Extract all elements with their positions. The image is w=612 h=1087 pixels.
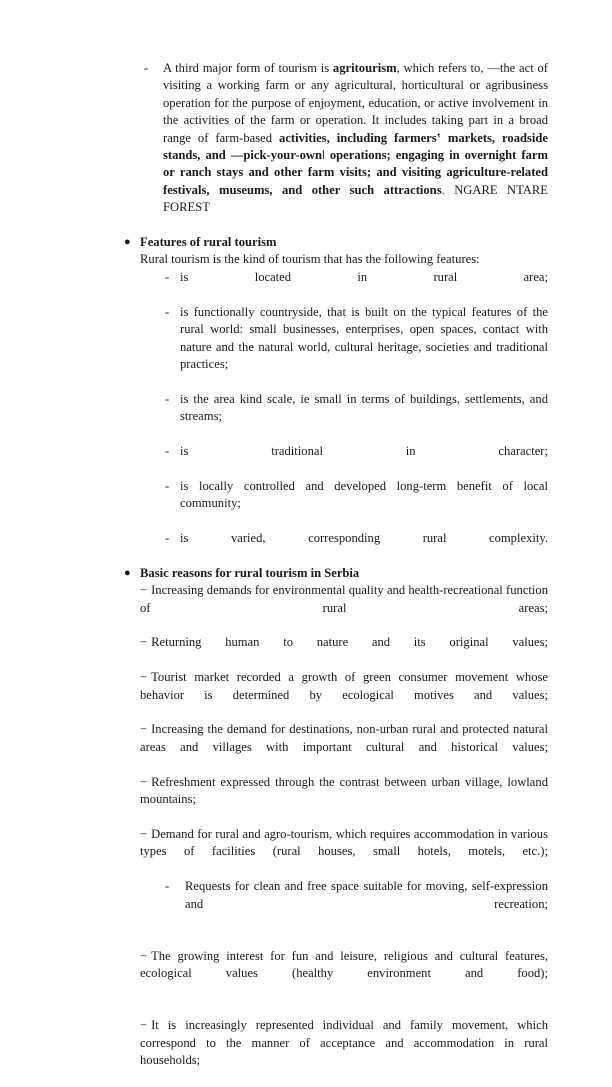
reason-item-label: Demand for rural and agro-tourism, which requires accommodation in various types of facilities (rural houses, small hotels, motels, etc.); — [140, 826, 548, 859]
list-item-label: is locally controlled and developed long-term benefit of local community; — [180, 478, 548, 511]
agritourism-text-part2: , which refers to, ―the act of visiting a working farm or any agricultural, horticultural or agribusiness operation for the purpose of enjoyment, education, or active involvement in the activities of the farm or operation. It includes taking part in a broad range of farm-based — [163, 61, 548, 145]
list-item-label: is varied, corresponding rural complexity. — [180, 530, 548, 545]
dash-marker: - — [165, 478, 170, 493]
heading-features-of-rural-tourism — [124, 234, 548, 251]
reason-item — [140, 1017, 548, 1087]
bullet-icon: ● — [124, 566, 131, 579]
reason-item — [140, 721, 548, 773]
paragraph-spacer — [0, 930, 612, 947]
endash-marker: − — [140, 635, 148, 650]
list-item-label: is the area kind scale, ie small in terms of buildings, settlements, and streams; — [180, 391, 548, 424]
list-item — [165, 304, 548, 391]
heading-basic-reasons — [124, 565, 548, 582]
heading-label: Features of rural tourism — [140, 235, 277, 250]
reason-item — [140, 582, 548, 634]
reason-item-label: Increasing the demand for destinations, non-urban rural and protected natural areas and villages with important cultural and historical values; — [140, 722, 548, 754]
list-item-requests — [165, 878, 548, 930]
reason-item-label: The growing interest for fun and leisure, religious and cultural features, ecological values (healthy environment and food); — [140, 948, 548, 981]
dash-marker: - — [165, 443, 170, 458]
endash-marker: − — [140, 670, 148, 685]
agritourism-bold-passage: activities, including farmers‛ markets, roadside stands, and ―pick-your-ownǀ operations; engaging in overnight farm or ranch stays and other farm visits; and visiting agriculture-related festivals, museums, and other such attractions — [163, 130, 549, 197]
endash-marker: − — [140, 948, 148, 963]
paragraph-spacer — [0, 1000, 612, 1017]
dash-marker: - — [165, 304, 170, 319]
list-item-label: is functionally countryside, that is built on the typical features of the rural world: small businesses, enterprises, open spaces, contact with nature and the natural world, cultural heritage, societies and traditional practices; — [180, 304, 548, 371]
dash-marker: - — [144, 61, 149, 75]
document-body — [0, 60, 612, 1087]
dash-marker: - — [165, 879, 170, 894]
reason-item — [140, 669, 548, 721]
endash-marker: − — [140, 583, 148, 598]
endash-marker: − — [140, 1018, 148, 1033]
list-item — [165, 443, 548, 478]
list-item-agritourism — [144, 60, 548, 234]
endash-marker: − — [140, 826, 148, 841]
reason-item — [140, 634, 548, 669]
reason-item-label: Increasing demands for environmental quality and health-recreational function of rural areas; — [140, 583, 548, 615]
bullet-icon: ● — [124, 236, 131, 249]
list-item — [165, 391, 548, 443]
dash-marker: - — [165, 530, 170, 545]
reason-item — [140, 826, 548, 878]
reason-item-label: It is increasingly represented individual and family movement, which correspond to the manner of acceptance and accommodation in rural households; — [140, 1018, 548, 1068]
heading-label: Basic reasons for rural tourism in Serbia — [140, 565, 360, 580]
list-item — [165, 478, 548, 530]
reason-item-label: Refreshment expressed through the contrast between urban village, lowland mountains; — [140, 774, 548, 807]
agritourism-text-part1: A third major form of tourism is — [163, 61, 333, 75]
reason-item-label: Tourist market recorded a growth of green consumer movement whose behavior is determined by ecological motives and values; — [140, 670, 548, 702]
agritourism-text-part3: . NGARE NTARE FOREST — [163, 182, 548, 215]
reason-item — [140, 948, 548, 1000]
reason-item — [140, 774, 548, 826]
list-item — [165, 530, 548, 565]
list-item — [165, 269, 548, 304]
reason-item-label: Returning human to nature and its original values; — [151, 635, 548, 650]
dash-marker: - — [165, 391, 170, 406]
features-intro: Rural tourism is the kind of tourism that has the following features: — [140, 252, 480, 267]
endash-marker: − — [140, 722, 148, 737]
endash-marker: − — [140, 774, 148, 789]
list-item-label: is traditional in character; — [180, 443, 548, 458]
agritourism-keyword: agritourism — [332, 61, 397, 75]
list-item-label: is located in rural area; — [180, 269, 548, 284]
dash-marker: - — [165, 269, 170, 284]
list-item-label: Requests for clean and free space suitable for moving, self-expression and recreation; — [185, 879, 548, 911]
